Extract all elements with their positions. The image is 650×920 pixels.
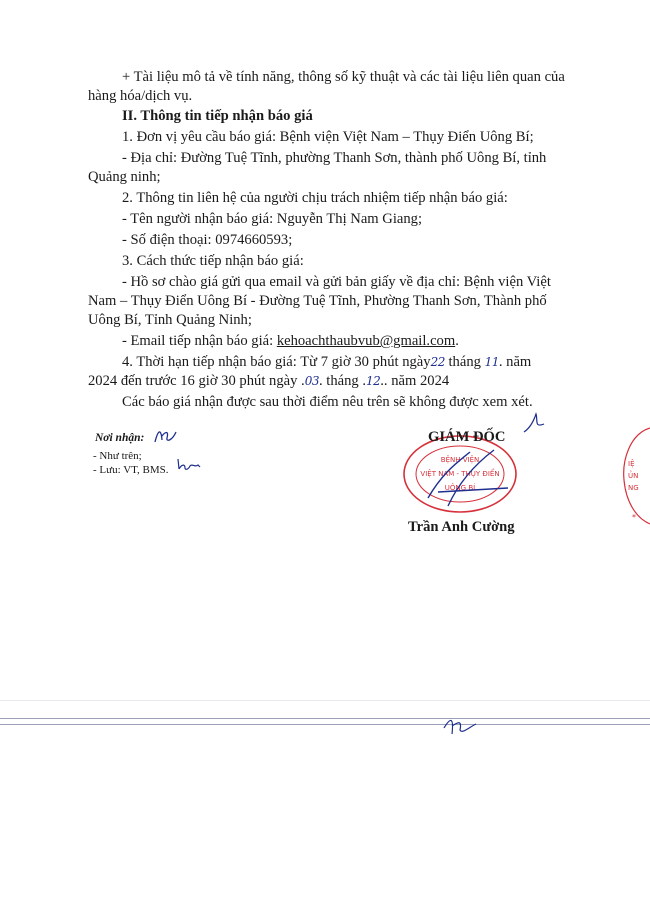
partial-seal-icon bbox=[610, 420, 650, 530]
deadline-end-text: 2024 đến trước 16 giờ 30 phút ngày . bbox=[88, 373, 305, 389]
page-initials-icon bbox=[440, 714, 480, 740]
footer-rule bbox=[0, 718, 650, 719]
deadline-year-label: . năm bbox=[498, 354, 532, 370]
footer-rule bbox=[0, 724, 650, 725]
section-heading: II. Thông tin tiếp nhận báo giá bbox=[122, 108, 313, 124]
handwritten-start-day: 22 bbox=[430, 355, 445, 369]
body-line-4: - Địa chỉ: Đường Tuệ Tĩnh, phường Thanh Sơn, thành phố Uông Bí, tỉnh bbox=[122, 150, 547, 166]
deadline-end-year: .. năm 2024 bbox=[380, 373, 450, 389]
svg-text:*: * bbox=[632, 513, 636, 522]
body-line-3: 1. Đơn vị yêu cầu báo giá: Bệnh viện Việt Nam – Thụy Điển Uông Bí; bbox=[122, 129, 534, 145]
body-line-2: hàng hóa/dịch vụ. bbox=[88, 88, 193, 104]
recipient-item-2: - Lưu: VT, BMS. bbox=[93, 464, 169, 476]
recipient-item-1: - Như trên; bbox=[93, 450, 142, 462]
svg-text:UÔNG BÍ: UÔNG BÍ bbox=[444, 484, 476, 492]
body-line-12: Uông Bí, Tỉnh Quảng Ninh; bbox=[88, 312, 252, 328]
svg-text:NG: NG bbox=[628, 484, 639, 492]
deadline-month-label: tháng bbox=[444, 354, 485, 370]
deadline-start-text: 4. Thời hạn tiếp nhận báo giá: Từ 7 giờ 30 phút ngày bbox=[122, 354, 431, 370]
body-line-5: Quảng ninh; bbox=[88, 169, 161, 185]
email-link[interactable]: kehoachthaubvub@gmail.com bbox=[276, 333, 456, 349]
handwritten-end-month: 12 bbox=[366, 374, 381, 388]
handwritten-end-day: 03 bbox=[304, 374, 319, 388]
email-label: - Email tiếp nhận báo giá: bbox=[122, 333, 277, 349]
body-line-1: + Tài liệu mô tả về tính năng, thông số kỹ thuật và các tài liệu liên quan của bbox=[122, 69, 565, 85]
body-line-7: - Tên người nhận báo giá: Nguyễn Thị Nam Giang; bbox=[122, 211, 423, 227]
svg-text:ỦN: ỦN bbox=[628, 472, 639, 480]
svg-text:VIỆT NAM - THỤY ĐIỂN: VIỆT NAM - THỤY ĐIỂN bbox=[420, 470, 500, 478]
body-line-16: Các báo giá nhận được sau thời điểm nêu trên sẽ không được xem xét. bbox=[122, 394, 533, 410]
svg-text:IỆ: IỆ bbox=[628, 460, 635, 468]
deadline-end-month-label: . tháng . bbox=[318, 373, 366, 389]
email-suffix: . bbox=[455, 333, 459, 349]
initials-signature-icon bbox=[176, 456, 202, 472]
footer-rule bbox=[0, 700, 650, 701]
recipients-title: Nơi nhận: bbox=[95, 432, 145, 444]
svg-text:BỆNH VIỆN: BỆNH VIỆN bbox=[440, 456, 480, 464]
body-line-9: 3. Cách thức tiếp nhận báo giá: bbox=[122, 253, 304, 269]
body-line-15 bbox=[88, 372, 566, 390]
signature-flourish-icon bbox=[520, 410, 550, 436]
body-line-10: - Hồ sơ chào giá gửi qua email và gửi bản giấy về địa chỉ: Bệnh viện Việt bbox=[122, 274, 551, 290]
body-line-8: - Số điện thoại: 0974660593; bbox=[122, 232, 293, 248]
signature-title: GIÁM ĐỐC bbox=[428, 429, 506, 445]
body-line-6: 2. Thông tin liên hệ của người chịu trách nhiệm tiếp nhận báo giá: bbox=[122, 190, 508, 206]
initials-signature-icon bbox=[152, 426, 180, 446]
body-line-13 bbox=[122, 332, 600, 350]
signer-name: Trần Anh Cường bbox=[408, 519, 515, 535]
body-line-14 bbox=[122, 353, 600, 371]
handwritten-start-month: 11 bbox=[484, 355, 499, 369]
body-line-11: Nam – Thụy Điển Uông Bí - Đường Tuệ Tĩnh, Phường Thanh Sơn, Thành phố bbox=[88, 293, 547, 309]
